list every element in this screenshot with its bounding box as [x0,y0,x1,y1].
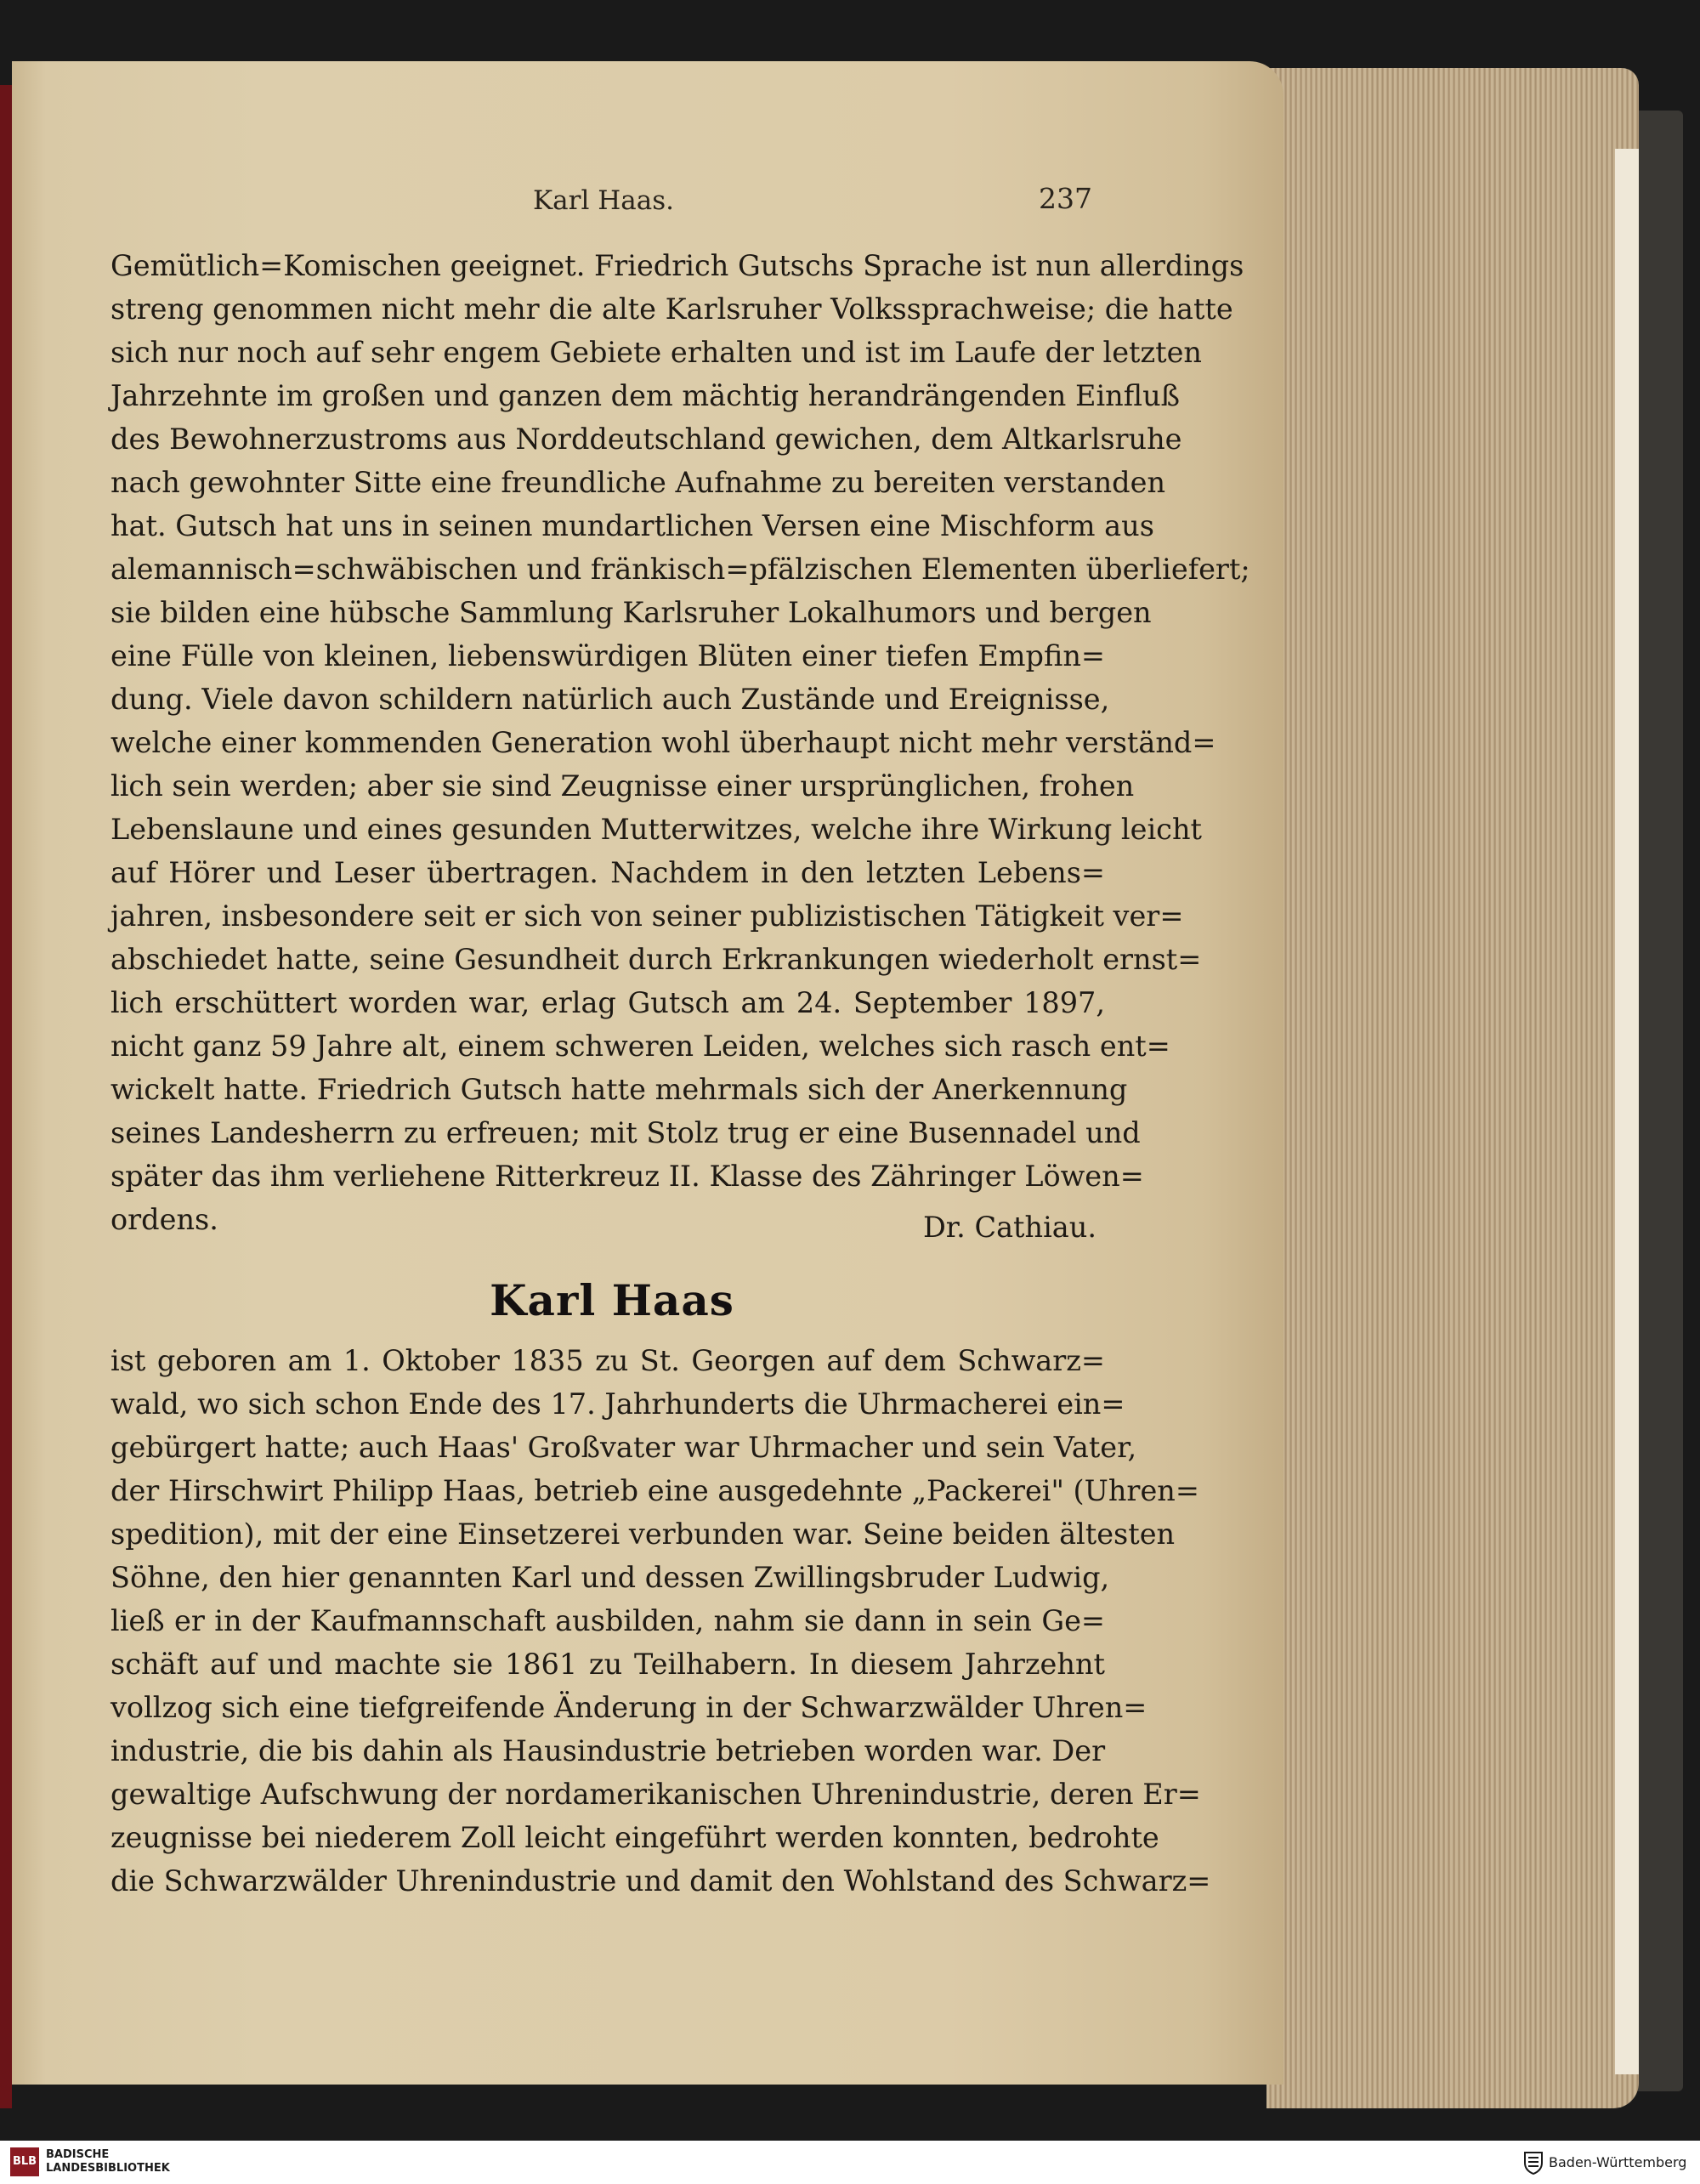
text-line: lich sein werden; aber sie sind Zeugnisse einer ursprünglichen, frohen [110,769,1135,803]
text-line: seines Landesherrn zu erfreuen; mit Stolz trug er eine Busennadel und [110,1116,1141,1149]
text-line: die Schwarzwälder Uhrenindustrie und damit den Wohlstand des Schwarz= [110,1864,1211,1898]
text-line: Jahrzehnte im großen und ganzen dem mächtig herandrängenden Einfluß [110,379,1181,412]
text-line: industrie, die bis dahin als Hausindustrie betrieben worden war. Der [110,1734,1106,1767]
text-line: auf Hörer und Leser übertragen. Nachdem in den letzten Lebens= [110,856,1105,889]
text-line: spedition), mit der eine Einsetzerei verbunden war. Seine beiden ältesten [110,1517,1176,1551]
state-label: Baden-Württemberg [1549,2154,1687,2170]
text-line: Lebenslaune und eines gesunden Mutterwitzes, welche ihre Wirkung leicht [110,813,1202,846]
page-edges [1266,68,1639,2108]
author-signature: Dr. Cathiau. [922,1211,1096,1244]
text-line: gewaltige Aufschwung der nordamerikanischen Uhrenindustrie, deren Er= [110,1778,1201,1811]
text-line: wald, wo sich schon Ende des 17. Jahrhunderts die Uhrmacherei ein= [110,1387,1125,1421]
text-line: streng genommen nicht mehr die alte Karlsruher Volkssprachweise; die hatte [110,292,1233,326]
running-head: Karl Haas. [533,185,674,216]
library-name-line2: LANDESBIBLIOTHEK [46,2162,170,2175]
text-line: vollzog sich eine tiefgreifende Änderung in der Schwarzwälder Uhren= [110,1691,1148,1724]
text-line: nicht ganz 59 Jahre alt, einem schweren Leiden, welches sich rasch ent= [110,1030,1170,1063]
text-line: jahren, insbesondere seit er sich von seiner publizistischen Tätigkeit ver= [110,899,1184,933]
page-edge-highlight [1615,149,1639,2074]
text-line: des Bewohnerzustroms aus Norddeutschland gewichen, dem Altkarlsruhe [110,423,1182,456]
text-line: abschiedet hatte, seine Gesundheit durch Erkrankungen wiederholt ernst= [110,943,1202,976]
text-line: später das ihm verliehene Ritterkreuz II. Klasse des Zähringer Löwen= [110,1160,1144,1193]
text-line: wickelt hatte. Friedrich Gutsch hatte mehrmals sich der Anerkennung [110,1073,1128,1106]
blb-logo: BLB [10,2147,39,2176]
text-line: Söhne, den hier genannten Karl und dessen Zwillingsbruder Ludwig, [110,1561,1110,1594]
text-line: lich erschüttert worden war, erlag Gutsch am 24. September 1897, [110,986,1105,1019]
text-line: zeugnisse bei niederem Zoll leicht eingeführt werden konnten, bedrohte [110,1821,1159,1854]
library-name [46,2148,301,2175]
text-line: ließ er in der Kaufmannschaft ausbilden, nahm sie dann in sein Ge= [110,1604,1105,1637]
book-cover-left [0,85,12,2108]
text-line: dung. Viele davon schildern natürlich auch Zustände und Ereignisse, [110,683,1110,716]
page-number: 237 [1039,182,1092,215]
text-line: welche einer kommenden Generation wohl überhaupt nicht mehr verständ= [110,726,1216,759]
text-line: eine Fülle von kleinen, liebenswürdigen Blüten einer tiefen Empfin= [110,639,1105,672]
text-line: hat. Gutsch hat uns in seinen mundartlichen Versen eine Mischform aus [110,509,1154,542]
baden-wuerttemberg-crest-icon [1523,2151,1544,2175]
text-line: Gemütlich=Komischen geeignet. Friedrich Gutschs Sprache ist nun allerdings [110,249,1244,282]
text-line: nach gewohnter Sitte eine freundliche Aufnahme zu bereiten verstanden [110,466,1166,499]
viewer-footer [0,2141,1700,2184]
text-line: sich nur noch auf sehr engem Gebiete erhalten und ist im Laufe der letzten [110,336,1202,369]
library-name-line1: BADISCHE [46,2148,110,2161]
text-line: gebürgert hatte; auch Haas' Großvater war Uhrmacher und sein Vater, [110,1431,1137,1464]
text-line: alemannisch=schwäbischen und fränkisch=pfälzischen Elementen überliefert; [110,553,1250,586]
text-line: der Hirschwirt Philipp Haas, betrieb eine ausgedehnte „Packerei" (Uhren= [110,1474,1199,1507]
text-line: ist geboren am 1. Oktober 1835 zu St. Georgen auf dem Schwarz= [110,1344,1105,1377]
section-heading: Karl Haas [490,1275,734,1325]
text-line: ordens. [110,1203,218,1236]
text-line: sie bilden eine hübsche Sammlung Karlsruher Lokalhumors und bergen [110,596,1152,629]
text-line: schäft auf und machte sie 1861 zu Teilhabern. In diesem Jahrzehnt [110,1648,1105,1681]
